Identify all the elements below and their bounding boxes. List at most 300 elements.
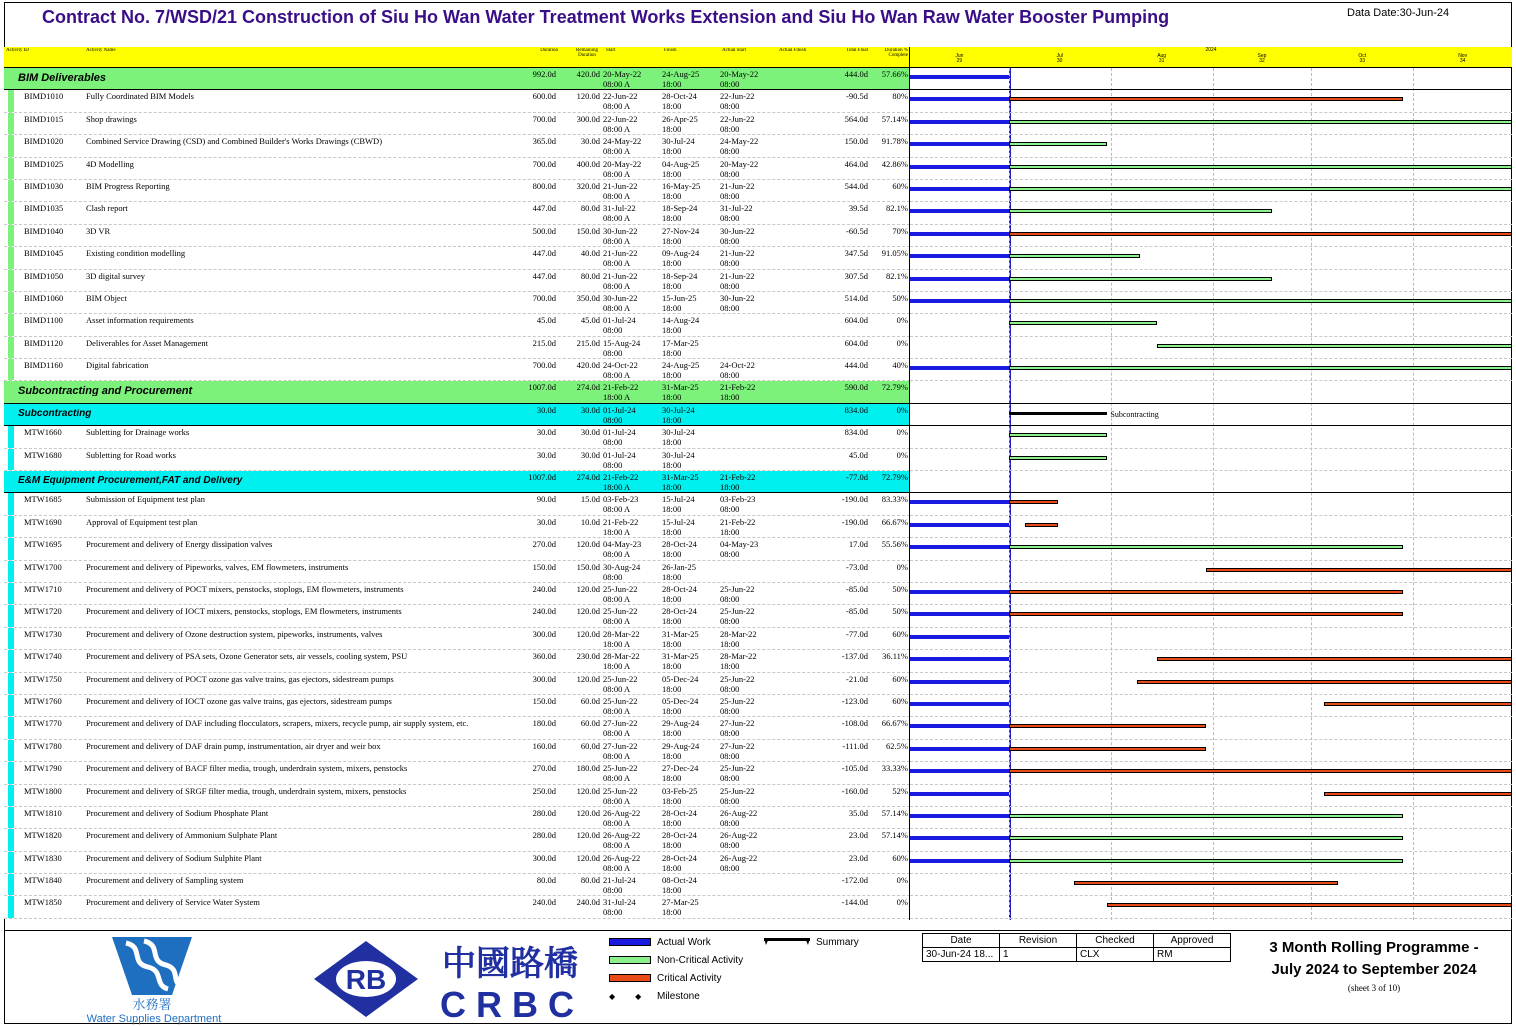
col-header-start[interactable]: Start: [606, 48, 616, 53]
activity-row[interactable]: [4, 180, 910, 202]
activity-row[interactable]: [4, 493, 910, 515]
row-indent-stripe: [8, 516, 14, 537]
cell-rem: [560, 427, 600, 437]
cell-start-value: 27-Jun-22: [603, 740, 638, 751]
cell-tf-value: 444.0d: [844, 360, 868, 371]
noncritical-bar[interactable]: [1009, 859, 1404, 863]
cell-id: [24, 763, 84, 773]
activity-row[interactable]: [4, 628, 910, 650]
timescale-month: [1311, 54, 1413, 64]
cell-astart-value: 31-Jul-22: [720, 203, 753, 214]
noncritical-bar[interactable]: [1009, 456, 1108, 460]
cell-pct: [870, 338, 908, 348]
cell-duration: [518, 853, 556, 863]
activity-row[interactable]: [4, 740, 910, 762]
cell-tf-value: 544.0d: [844, 180, 868, 191]
col-header-rem-duration[interactable]: Remaining Duration: [576, 48, 598, 58]
wbs-subgroup-row[interactable]: [4, 404, 910, 426]
noncritical-bar[interactable]: [1009, 433, 1108, 437]
cell-tf-value: 23.0d: [848, 830, 868, 841]
footer: [4, 930, 1512, 1024]
cell-finish-time: 18:00: [662, 840, 682, 851]
cell-finish: [662, 136, 720, 156]
cell-pct-value: 42.86%: [881, 158, 908, 169]
noncritical-bar[interactable]: [1009, 299, 1512, 303]
cell-id-value: BIMD1060: [24, 292, 64, 303]
gantt-row: [910, 740, 1512, 762]
activity-row[interactable]: [4, 807, 910, 829]
critical-bar[interactable]: [1025, 523, 1058, 527]
activity-row[interactable]: [4, 113, 910, 135]
cell-astart-value: 25-Jun-22: [720, 583, 755, 594]
cell-tf: [832, 517, 868, 527]
row-indent-stripe: [8, 426, 14, 447]
cell-astart-time: 08:00: [720, 728, 740, 739]
cell-rem-value: 60.0d: [580, 695, 600, 706]
activity-row[interactable]: [4, 762, 910, 784]
cell-astart-value: 27-Jun-22: [720, 740, 755, 751]
cell-start: [603, 763, 661, 783]
cell-name-value: E&M Equipment Procurement,FAT and Delivery: [18, 476, 243, 487]
cell-rem-value: 274.0d: [576, 382, 600, 393]
cell-tf: [832, 271, 868, 281]
row-indent-stripe: [8, 628, 14, 649]
gantt-row: [910, 785, 1512, 807]
cell-id: [24, 315, 84, 325]
revision-header-revision: Revision: [1000, 934, 1077, 948]
cell-start-value: 21-Jun-22: [603, 270, 638, 281]
activity-row[interactable]: [4, 225, 910, 247]
cell-astart-value: 24-May-22: [720, 136, 759, 147]
cell-start-time: 08:00: [603, 437, 623, 448]
cell-start-time: 08:00 A: [603, 79, 631, 89]
row-indent-stripe: [8, 292, 14, 313]
activity-row[interactable]: [4, 785, 910, 807]
cell-finish-time: 18:00: [662, 392, 682, 403]
wbs-group-row[interactable]: [4, 381, 910, 403]
noncritical-bar[interactable]: [1009, 120, 1512, 124]
revision-header-checked: Checked: [1077, 934, 1154, 948]
activity-row[interactable]: [4, 673, 910, 695]
cell-start-time: 08:00 A: [603, 795, 631, 806]
legend-critical: Critical Activity: [609, 973, 721, 984]
cell-rem-value: 120.0d: [576, 852, 600, 863]
critical-bar[interactable]: [1074, 881, 1337, 885]
activity-row[interactable]: [4, 605, 910, 627]
cell-tf-value: -60.5d: [846, 225, 868, 236]
cell-pct-value: 0%: [896, 315, 908, 326]
cell-astart: [720, 763, 778, 783]
cell-astart-time: 08:00: [720, 795, 740, 806]
cell-start-time: 08:00 A: [603, 840, 631, 851]
cell-name: [86, 136, 518, 146]
cell-finish-time: 18:00: [662, 683, 682, 694]
cell-astart: [720, 382, 778, 402]
activity-row[interactable]: [4, 874, 910, 896]
activity-row[interactable]: [4, 337, 910, 359]
cell-pct-value: 0%: [896, 337, 908, 348]
cell-name: [18, 409, 518, 419]
noncritical-bar[interactable]: [1157, 344, 1512, 348]
cell-start: [603, 450, 661, 470]
cell-finish: [662, 114, 720, 134]
cell-astart: [720, 539, 778, 559]
activity-row[interactable]: [4, 717, 910, 739]
noncritical-bar[interactable]: [1009, 165, 1512, 169]
cell-name: [86, 338, 518, 348]
cell-duration: [518, 315, 556, 325]
activity-row[interactable]: [4, 852, 910, 874]
cell-duration: [518, 562, 556, 572]
cell-id: [24, 203, 84, 213]
cell-finish-time: 18:00: [662, 414, 682, 425]
cell-astart-value: 30-Jun-22: [720, 225, 755, 236]
actual-bar[interactable]: [910, 814, 1009, 818]
activity-row[interactable]: [4, 247, 910, 269]
cell-finish: [662, 696, 720, 716]
actual-bar[interactable]: [910, 366, 1009, 370]
activity-row[interactable]: [4, 270, 910, 292]
activity-row[interactable]: [4, 449, 910, 471]
wbs-group-row[interactable]: [4, 68, 910, 90]
crbc-chinese-text: 中國路橋: [442, 944, 578, 984]
cell-id: [24, 853, 84, 863]
critical-bar[interactable]: [1009, 590, 1404, 594]
cell-start-time: 18:00 A: [603, 661, 631, 672]
cell-finish-time: 18:00: [662, 213, 682, 224]
critical-bar[interactable]: [1009, 500, 1058, 504]
activity-row[interactable]: [4, 561, 910, 583]
cell-duration-value: 700.0d: [532, 360, 556, 371]
cell-name: [86, 494, 518, 504]
activity-row[interactable]: [4, 583, 910, 605]
cell-astart-time: 08:00: [720, 616, 740, 627]
cell-finish-value: 03-Feb-25: [662, 785, 698, 796]
gantt-row: [910, 113, 1512, 135]
critical-bar[interactable]: [1324, 792, 1512, 796]
actual-bar[interactable]: [910, 500, 1009, 504]
cell-pct-value: 62.5%: [886, 740, 908, 751]
noncritical-bar[interactable]: [1009, 321, 1157, 325]
cell-tf: [832, 450, 868, 460]
cell-duration-value: 700.0d: [532, 292, 556, 303]
cell-finish-time: 18:00: [662, 705, 682, 716]
actual-bar[interactable]: [910, 680, 1009, 684]
gantt-row: [910, 896, 1512, 918]
cell-astart-time: 08:00: [720, 840, 740, 851]
cell-rem-value: 120.0d: [576, 606, 600, 617]
gantt-row: [910, 292, 1512, 314]
cell-start: [603, 472, 661, 492]
gantt-row: [910, 68, 1512, 90]
critical-bar[interactable]: [1009, 97, 1404, 101]
cell-astart-value: 26-Aug-22: [720, 807, 758, 818]
activity-row[interactable]: [4, 426, 910, 448]
actual-bar[interactable]: [910, 769, 1009, 773]
cell-finish-time: 18:00: [662, 437, 682, 448]
cell-tf-value: 604.0d: [844, 337, 868, 348]
activity-row[interactable]: [4, 896, 910, 918]
actual-bar[interactable]: [910, 142, 1009, 146]
cell-pct: [870, 763, 908, 773]
actual-bar[interactable]: [910, 545, 1009, 549]
cell-astart-value: 21-Feb-22: [720, 472, 756, 483]
cell-astart: [720, 853, 778, 873]
cell-rem: [560, 450, 600, 460]
legend-summary: Summary: [764, 937, 859, 948]
cell-tf: [832, 651, 868, 661]
critical-bar[interactable]: [1009, 724, 1206, 728]
cell-duration: [518, 629, 556, 639]
actual-bar[interactable]: [910, 836, 1009, 840]
cell-name-value: Procurement and delivery of Ammonium Sulphate Plant: [86, 830, 278, 841]
actual-bar[interactable]: [910, 702, 1009, 706]
activity-row[interactable]: [4, 135, 910, 157]
cell-duration-value: 447.0d: [532, 270, 556, 281]
col-header-finish[interactable]: Finish: [664, 48, 677, 53]
cell-rem-value: 60.0d: [580, 718, 600, 729]
col-header-actual-start[interactable]: Actual Start: [722, 48, 747, 53]
cell-astart-time: 08:00: [720, 146, 740, 157]
actual-bar[interactable]: [910, 523, 1009, 527]
cell-duration: [518, 718, 556, 728]
actual-bar[interactable]: [910, 747, 1009, 751]
cell-duration: [518, 539, 556, 549]
timescale-month: [1213, 54, 1312, 64]
cell-start-value: 26-Aug-22: [603, 807, 641, 818]
activity-table: [4, 47, 910, 920]
actual-bar[interactable]: [910, 165, 1009, 169]
critical-bar[interactable]: [1009, 232, 1512, 236]
cell-tf: [832, 405, 868, 415]
cell-name: [86, 360, 518, 370]
critical-bar[interactable]: [1157, 657, 1512, 661]
cell-name-value: Procurement and delivery of Service Water System: [86, 897, 260, 908]
timescale-month-label: Jun: [955, 53, 964, 59]
cell-start-time: 08:00: [603, 347, 623, 358]
cell-start: [603, 226, 661, 246]
critical-bar[interactable]: [1137, 680, 1512, 684]
activity-row[interactable]: [4, 538, 910, 560]
cell-name: [18, 476, 518, 486]
cell-start: [603, 293, 661, 313]
critical-bar[interactable]: [1009, 612, 1404, 616]
cell-start: [603, 696, 661, 716]
actual-bar[interactable]: [910, 97, 1009, 101]
wbs-subgroup-row[interactable]: [4, 471, 910, 493]
cell-tf-value: 604.0d: [844, 315, 868, 326]
actual-bar[interactable]: [910, 254, 1009, 258]
actual-bar[interactable]: [910, 724, 1009, 728]
timescale-week-label: 29: [956, 58, 963, 64]
col-header-id[interactable]: Activity ID: [6, 48, 29, 53]
cell-rem-value: 60.0d: [580, 740, 600, 751]
actual-bar[interactable]: [910, 590, 1009, 594]
gantt-row: [910, 180, 1512, 202]
actual-bar[interactable]: [910, 612, 1009, 616]
cell-name-value: 3D VR: [86, 225, 111, 236]
activity-row[interactable]: [4, 359, 910, 381]
noncritical-bar[interactable]: [1009, 209, 1272, 213]
cell-rem: [560, 853, 600, 863]
cell-astart: [720, 360, 778, 380]
cell-start-time: 08:00 A: [603, 683, 631, 694]
actual-bar[interactable]: [910, 232, 1009, 236]
critical-bar[interactable]: [1206, 568, 1512, 572]
cell-finish-time: 18:00: [662, 549, 682, 560]
cell-tf: [832, 494, 868, 504]
cell-finish-value: 28-Oct-24: [662, 606, 697, 617]
timescale-month-label: Sep: [1257, 53, 1267, 59]
col-header-duration[interactable]: Duration: [540, 48, 558, 53]
actual-bar[interactable]: [910, 299, 1009, 303]
cell-rem-value: 30.0d: [580, 404, 600, 415]
noncritical-bar[interactable]: [1009, 814, 1404, 818]
cell-id: [24, 830, 84, 840]
cell-start-time: 18:00 A: [603, 392, 631, 403]
cell-duration-value: 30.0d: [536, 449, 556, 460]
col-header-total-float[interactable]: Total Float: [846, 48, 868, 53]
gantt-row: [910, 270, 1512, 292]
row-indent-stripe: [8, 561, 14, 582]
cell-id: [24, 897, 84, 907]
noncritical-bar[interactable]: [1009, 545, 1404, 549]
gantt-row: [910, 225, 1512, 247]
cell-tf-value: 150.0d: [844, 136, 868, 147]
legend-noncritical-swatch: [609, 956, 651, 964]
cell-tf-value: 590.0d: [844, 382, 868, 393]
cell-start-value: 22-Jun-22: [603, 113, 638, 124]
cell-start-value: 28-Mar-22: [603, 651, 640, 662]
noncritical-bar[interactable]: [1009, 366, 1512, 370]
cell-finish-value: 30-Jul-24: [662, 136, 695, 147]
cell-rem: [560, 382, 600, 392]
milestone-diamond-icon: ◆ ◆: [609, 992, 642, 1001]
cell-start-time: 08:00 A: [603, 750, 631, 761]
cell-start-value: 25-Jun-22: [603, 785, 638, 796]
activity-row[interactable]: [4, 650, 910, 672]
activity-row[interactable]: [4, 314, 910, 336]
cell-finish-time: 18:00: [662, 504, 682, 515]
noncritical-bar[interactable]: [1009, 277, 1272, 281]
actual-bar[interactable]: [910, 209, 1009, 213]
cell-id: [24, 159, 84, 169]
gantt-row: [910, 874, 1512, 896]
revision-header-date: Date: [923, 934, 1000, 948]
cell-rem: [560, 405, 600, 415]
noncritical-bar[interactable]: [1009, 254, 1141, 258]
timescale-week-label: 31: [1158, 58, 1165, 64]
cell-rem-value: 120.0d: [576, 830, 600, 841]
noncritical-bar[interactable]: [1009, 836, 1404, 840]
cell-id-value: BIMD1035: [24, 203, 64, 214]
cell-id-value: BIMD1100: [24, 315, 63, 326]
actual-bar[interactable]: [910, 792, 1009, 796]
actual-bar[interactable]: [910, 277, 1009, 281]
cell-tf: [832, 226, 868, 236]
noncritical-bar[interactable]: [1009, 142, 1108, 146]
noncritical-bar[interactable]: [1009, 187, 1512, 191]
table-header: [4, 47, 910, 68]
cell-astart-value: 21-Jun-22: [720, 270, 755, 281]
actual-bar[interactable]: [910, 187, 1009, 191]
critical-bar[interactable]: [1009, 769, 1512, 773]
actual-bar[interactable]: [910, 120, 1009, 124]
cell-finish: [662, 830, 720, 850]
cell-duration: [518, 114, 556, 124]
data-date: Data Date:30-Jun-24: [1347, 7, 1450, 19]
cell-id-value: MTW1830: [24, 852, 62, 863]
cell-start-value: 26-Aug-22: [603, 830, 641, 841]
cell-astart-value: 25-Jun-22: [720, 695, 755, 706]
cell-rem: [560, 472, 600, 482]
cell-start: [603, 539, 661, 559]
cell-astart: [720, 830, 778, 850]
actual-bar[interactable]: [910, 859, 1009, 863]
cell-rem-value: 240.0d: [576, 897, 600, 908]
cell-pct: [870, 674, 908, 684]
cell-pct: [870, 853, 908, 863]
cell-id: [24, 226, 84, 236]
cell-finish: [662, 91, 720, 111]
cell-astart-value: 25-Jun-22: [720, 763, 755, 774]
critical-bar[interactable]: [1324, 702, 1512, 706]
cell-start-time: 08:00 A: [603, 862, 631, 873]
cell-tf-value: -144.0d: [841, 897, 868, 908]
cell-id: [24, 696, 84, 706]
cell-name: [86, 674, 518, 684]
cell-rem: [560, 718, 600, 728]
col-header-name[interactable]: Activity Name: [86, 48, 116, 53]
col-header-actual-finish[interactable]: Actual Finish: [779, 48, 807, 53]
gantt-row: [910, 381, 1512, 403]
actual-bar[interactable]: [910, 75, 1009, 79]
critical-bar[interactable]: [1107, 903, 1512, 907]
cell-start: [603, 91, 661, 111]
cell-finish: [662, 763, 720, 783]
cell-astart: [720, 181, 778, 201]
actual-bar[interactable]: [910, 657, 1009, 661]
actual-bar[interactable]: [910, 635, 1009, 639]
cell-start-value: 21-Feb-22: [603, 516, 639, 527]
summary-bar[interactable]: [1009, 412, 1108, 415]
cell-pct: [870, 450, 908, 460]
cell-start-time: 08:00 A: [603, 123, 631, 134]
critical-bar[interactable]: [1009, 747, 1206, 751]
activity-row[interactable]: [4, 90, 910, 112]
cell-id: [24, 494, 84, 504]
gantt-body: [910, 68, 1512, 920]
activity-row[interactable]: [4, 202, 910, 224]
revision-value-row: [923, 948, 1231, 962]
cell-start-value: 20-May-22: [603, 69, 642, 79]
cell-start-time: 08:00: [603, 571, 623, 582]
activity-row[interactable]: [4, 158, 910, 180]
cell-duration: [518, 427, 556, 437]
cell-astart: [720, 293, 778, 313]
cell-start-time: 08:00: [603, 459, 623, 470]
cell-finish-time: 18:00: [662, 885, 682, 896]
cell-duration-value: 1007.0d: [528, 382, 556, 393]
cell-finish: [662, 875, 720, 895]
activity-row[interactable]: [4, 695, 910, 717]
col-header-pct[interactable]: Duration % Complete: [884, 48, 908, 58]
cell-duration-value: 280.0d: [532, 830, 556, 841]
cell-tf: [832, 136, 868, 146]
activity-row[interactable]: [4, 829, 910, 851]
activity-row[interactable]: [4, 516, 910, 538]
activity-row[interactable]: [4, 292, 910, 314]
